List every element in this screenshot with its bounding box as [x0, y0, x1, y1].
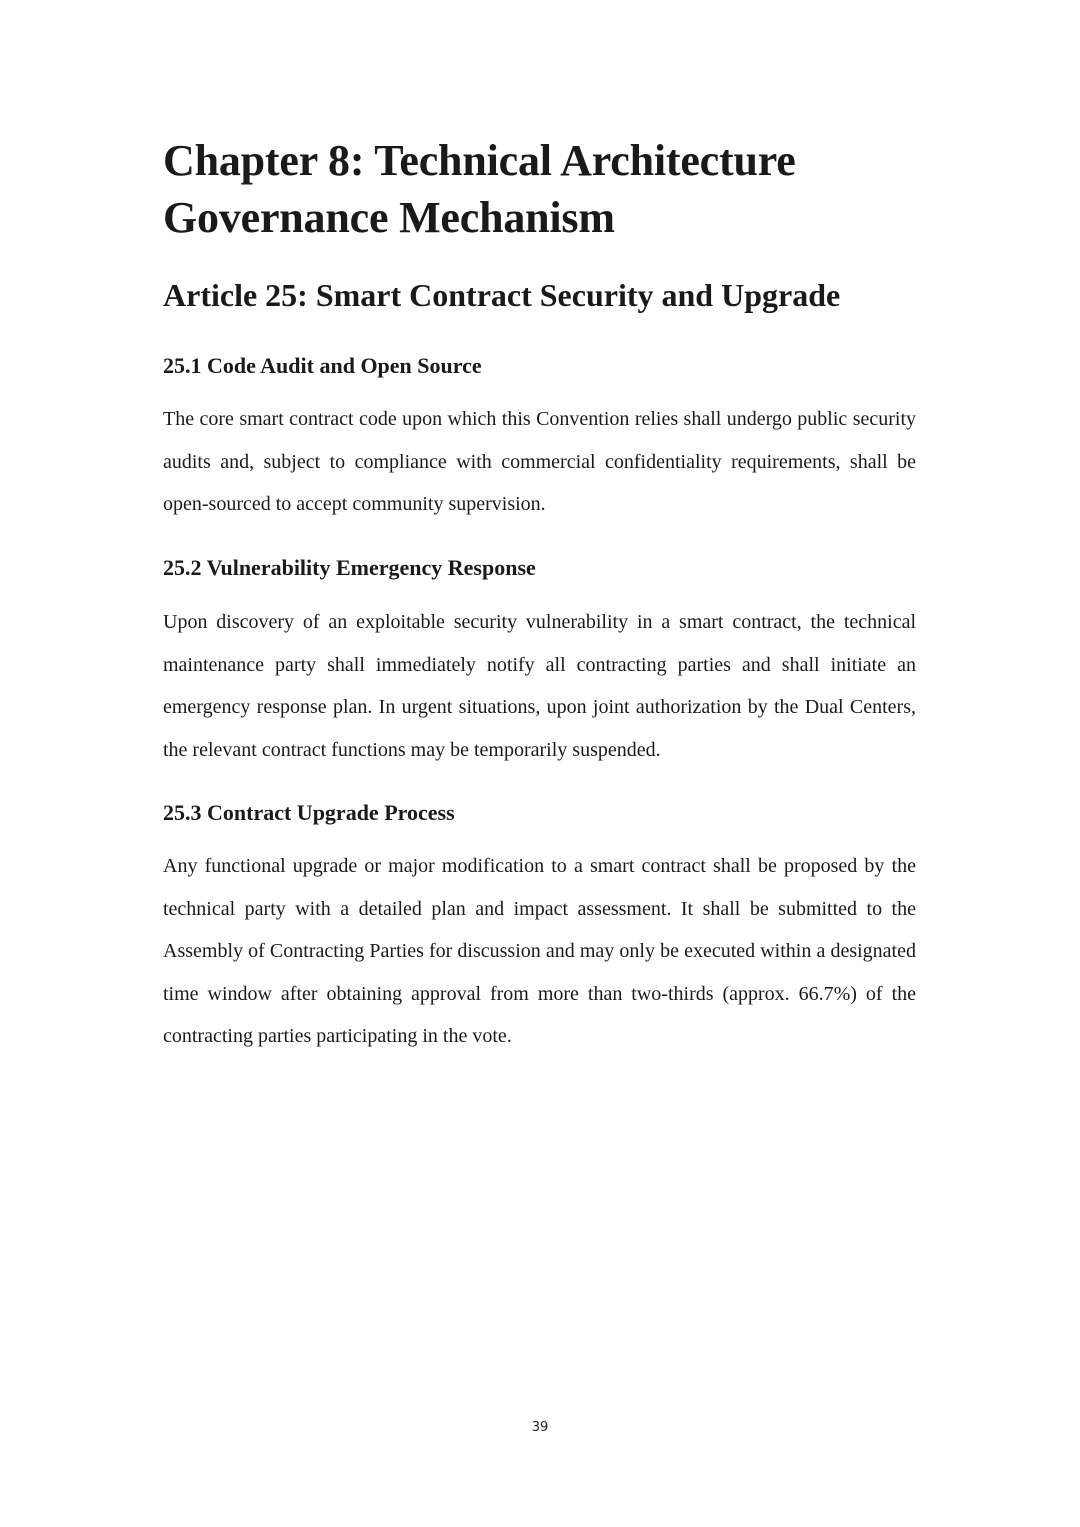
section-heading-25-3: 25.3 Contract Upgrade Process [163, 800, 455, 825]
article-title: Article 25: Smart Contract Security and Upgrade [163, 277, 841, 313]
section-heading-25-2: 25.2 Vulnerability Emergency Response [163, 555, 536, 580]
section-body-25-1: The core smart contract code upon which this Convention relies shall undergo public security audits and, subject to compliance with commercial confidentiality requirements, shall be open-sourced to accept community supervision. [163, 408, 916, 515]
section-body-25-2: Upon discovery of an exploitable security vulnerability in a smart contract, the technical maintenance party shall immediately notify all contracting parties and shall initiate an emergency response plan. In urgent situations, upon joint authorization by the Dual Centers, the relevant contract functions may be temporarily suspended. [163, 611, 916, 761]
page-number: 39 [531, 1420, 549, 1435]
section-heading-25-1: 25.1 Code Audit and Open Source [163, 353, 482, 378]
chapter-title-line-1: Chapter 8: Technical Architecture [163, 136, 796, 185]
section-body-25-3: Any functional upgrade or major modification to a smart contract shall be proposed by the technical party with a detailed plan and impact assessment. It shall be submitted to the Assembly of Contracting Parties for discussion and may only be executed within a designated time window after obtaining approval from more than two-thirds (approx. 66.7%) of the contracting parties participating in the vote. [163, 855, 916, 1047]
chapter-title [163, 132, 916, 246]
chapter-title-line-2: Governance Mechanism [163, 193, 615, 242]
